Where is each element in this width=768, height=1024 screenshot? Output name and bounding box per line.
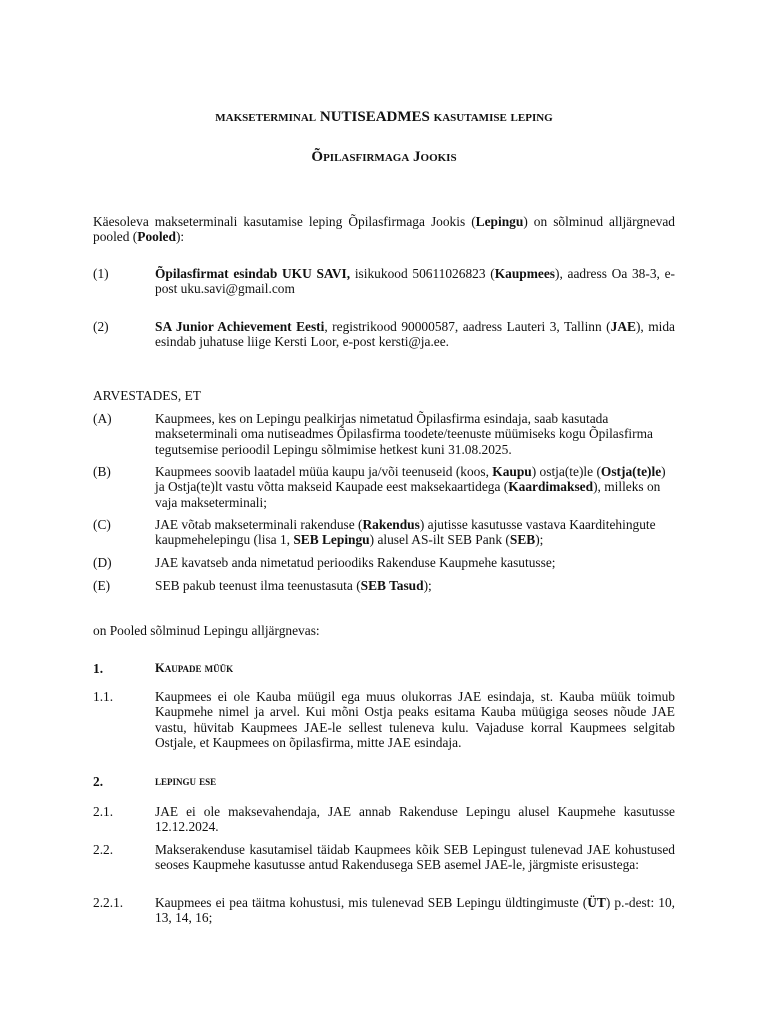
section-title: Kaupade müük — [155, 661, 234, 675]
document-title: makseterminal NUTISEADMES kasutamise leping — [215, 109, 553, 125]
title-word-3: kasutamise leping — [433, 109, 553, 125]
section-number: 2. — [93, 774, 104, 789]
section-title: lepingu ese — [155, 774, 217, 788]
title-word-1: maksetermina — [215, 109, 309, 125]
whereas-number: (C) — [93, 517, 111, 532]
clause-text: Kaupmees ei pea täitma kohustusi, mis tulenevad SEB Lepingu üldtingimuste (ÜT) p.-dest: 10, 13, 14, 16; — [155, 895, 675, 926]
whereas-a-text: Kaupmees, kes on Lepingu pealkirjas nimetatud Õpilasfirma esindaja, saab kasutada makseterminali oma nutiseadmes Õpilasfirma toodete/teenuste müümiseks kogu Õpilasfirma tegutsemise perioodil Lepingu sõlmimise hetkest kuni 31.08.2025. — [155, 411, 653, 457]
whereas-b-text: Kaupmees soovib laatadel müüa kaupu ja/või teenuseid (koos, Kaupu) ostja(te)le (Ostja(te)le) ja Ostja(te)lt vastu võtta makseid Kaupade eest maksekaartidega (Kaardimaksed), milleks on vaja makseterminali; — [155, 464, 666, 510]
whereas-d-text: JAE kavatseb anda nimetatud perioodiks Rakenduse Kaupmehe kasutusse; — [155, 555, 556, 570]
title-word-2: NUTISEADMES — [316, 109, 434, 125]
clause-text: Makserakenduse kasutamisel täidab Kaupmees kõik SEB Lepingust tulenevad JAE kohustused seoses Kaupmehe kasutusse antud Rakendusega SEB asemel JAE-le, järgmiste erisustega: — [155, 842, 675, 873]
party-2-text: SA Junior Achievement Eesti, registrikood 90000587, aadress Lauteri 3, Tallinn (JAE), mida esindab juhatuse liige Kersti Loor, e-post kersti@ja.ee. — [155, 319, 675, 350]
whereas-heading: ARVESTADES, ET — [93, 388, 201, 403]
whereas-e-text: SEB pakub teenust ilma teenustasuta (SEB Tasud); — [155, 578, 432, 593]
clause-text: JAE ei ole maksevahendaja, JAE annab Rakenduse Lepingu alusel Kaupmehe kasutusse 12.12.2024. — [155, 804, 675, 835]
party-number: (1) — [93, 266, 109, 281]
whereas-number: (E) — [93, 578, 111, 593]
clause-text: Kaupmees ei ole Kauba müügil ega muus olukorras JAE esindaja, st. Kauba müük toimub Kaupmehe nimel ja arvel. Kui mõni Ostja peaks esitama Kauba müügiga seoses nõude JAE vastu, hüvitab Kaupmees JAE-le sellest tuleneva kulu. Vajaduse korral Kaupmees selgitab Ostjale, et Kaupmees on õpilasfirma, mitte JAE esindaja. — [155, 689, 675, 751]
intro-paragraph: Käesoleva makseterminali kasutamise leping Õpilasfirmaga Jookis (Lepingu) on sõlminud alljärgnevad pooled (Pooled): — [93, 214, 675, 245]
clause-number: 2.1. — [93, 804, 114, 819]
agreed-paragraph: on Pooled sõlminud Lepingu alljärgnevas: — [93, 623, 320, 638]
party-1-text: Õpilasfirmat esindab UKU SAVI, isikukood 50611026823 (Kaupmees), aadress Oa 38-3, e-post uku.savi@gmail.com — [155, 266, 675, 297]
clause-number: 2.2.1. — [93, 895, 124, 910]
party-number: (2) — [93, 319, 109, 334]
clause-number: 2.2. — [93, 842, 114, 857]
clause-number: 1.1. — [93, 689, 114, 704]
whereas-c-text: JAE võtab makseterminali rakenduse (Rakendus) ajutisse kasutusse vastava Kaarditehingute kaupmehelepingu (lisa 1, SEB Lepingu) alusel AS-ilt SEB Pank (SEB); — [155, 517, 656, 548]
whereas-number: (A) — [93, 411, 112, 426]
whereas-number: (D) — [93, 555, 112, 570]
whereas-number: (B) — [93, 464, 111, 479]
section-number: 1. — [93, 661, 104, 676]
document-subtitle: Õpilasfirmaga Jookis — [311, 149, 457, 165]
